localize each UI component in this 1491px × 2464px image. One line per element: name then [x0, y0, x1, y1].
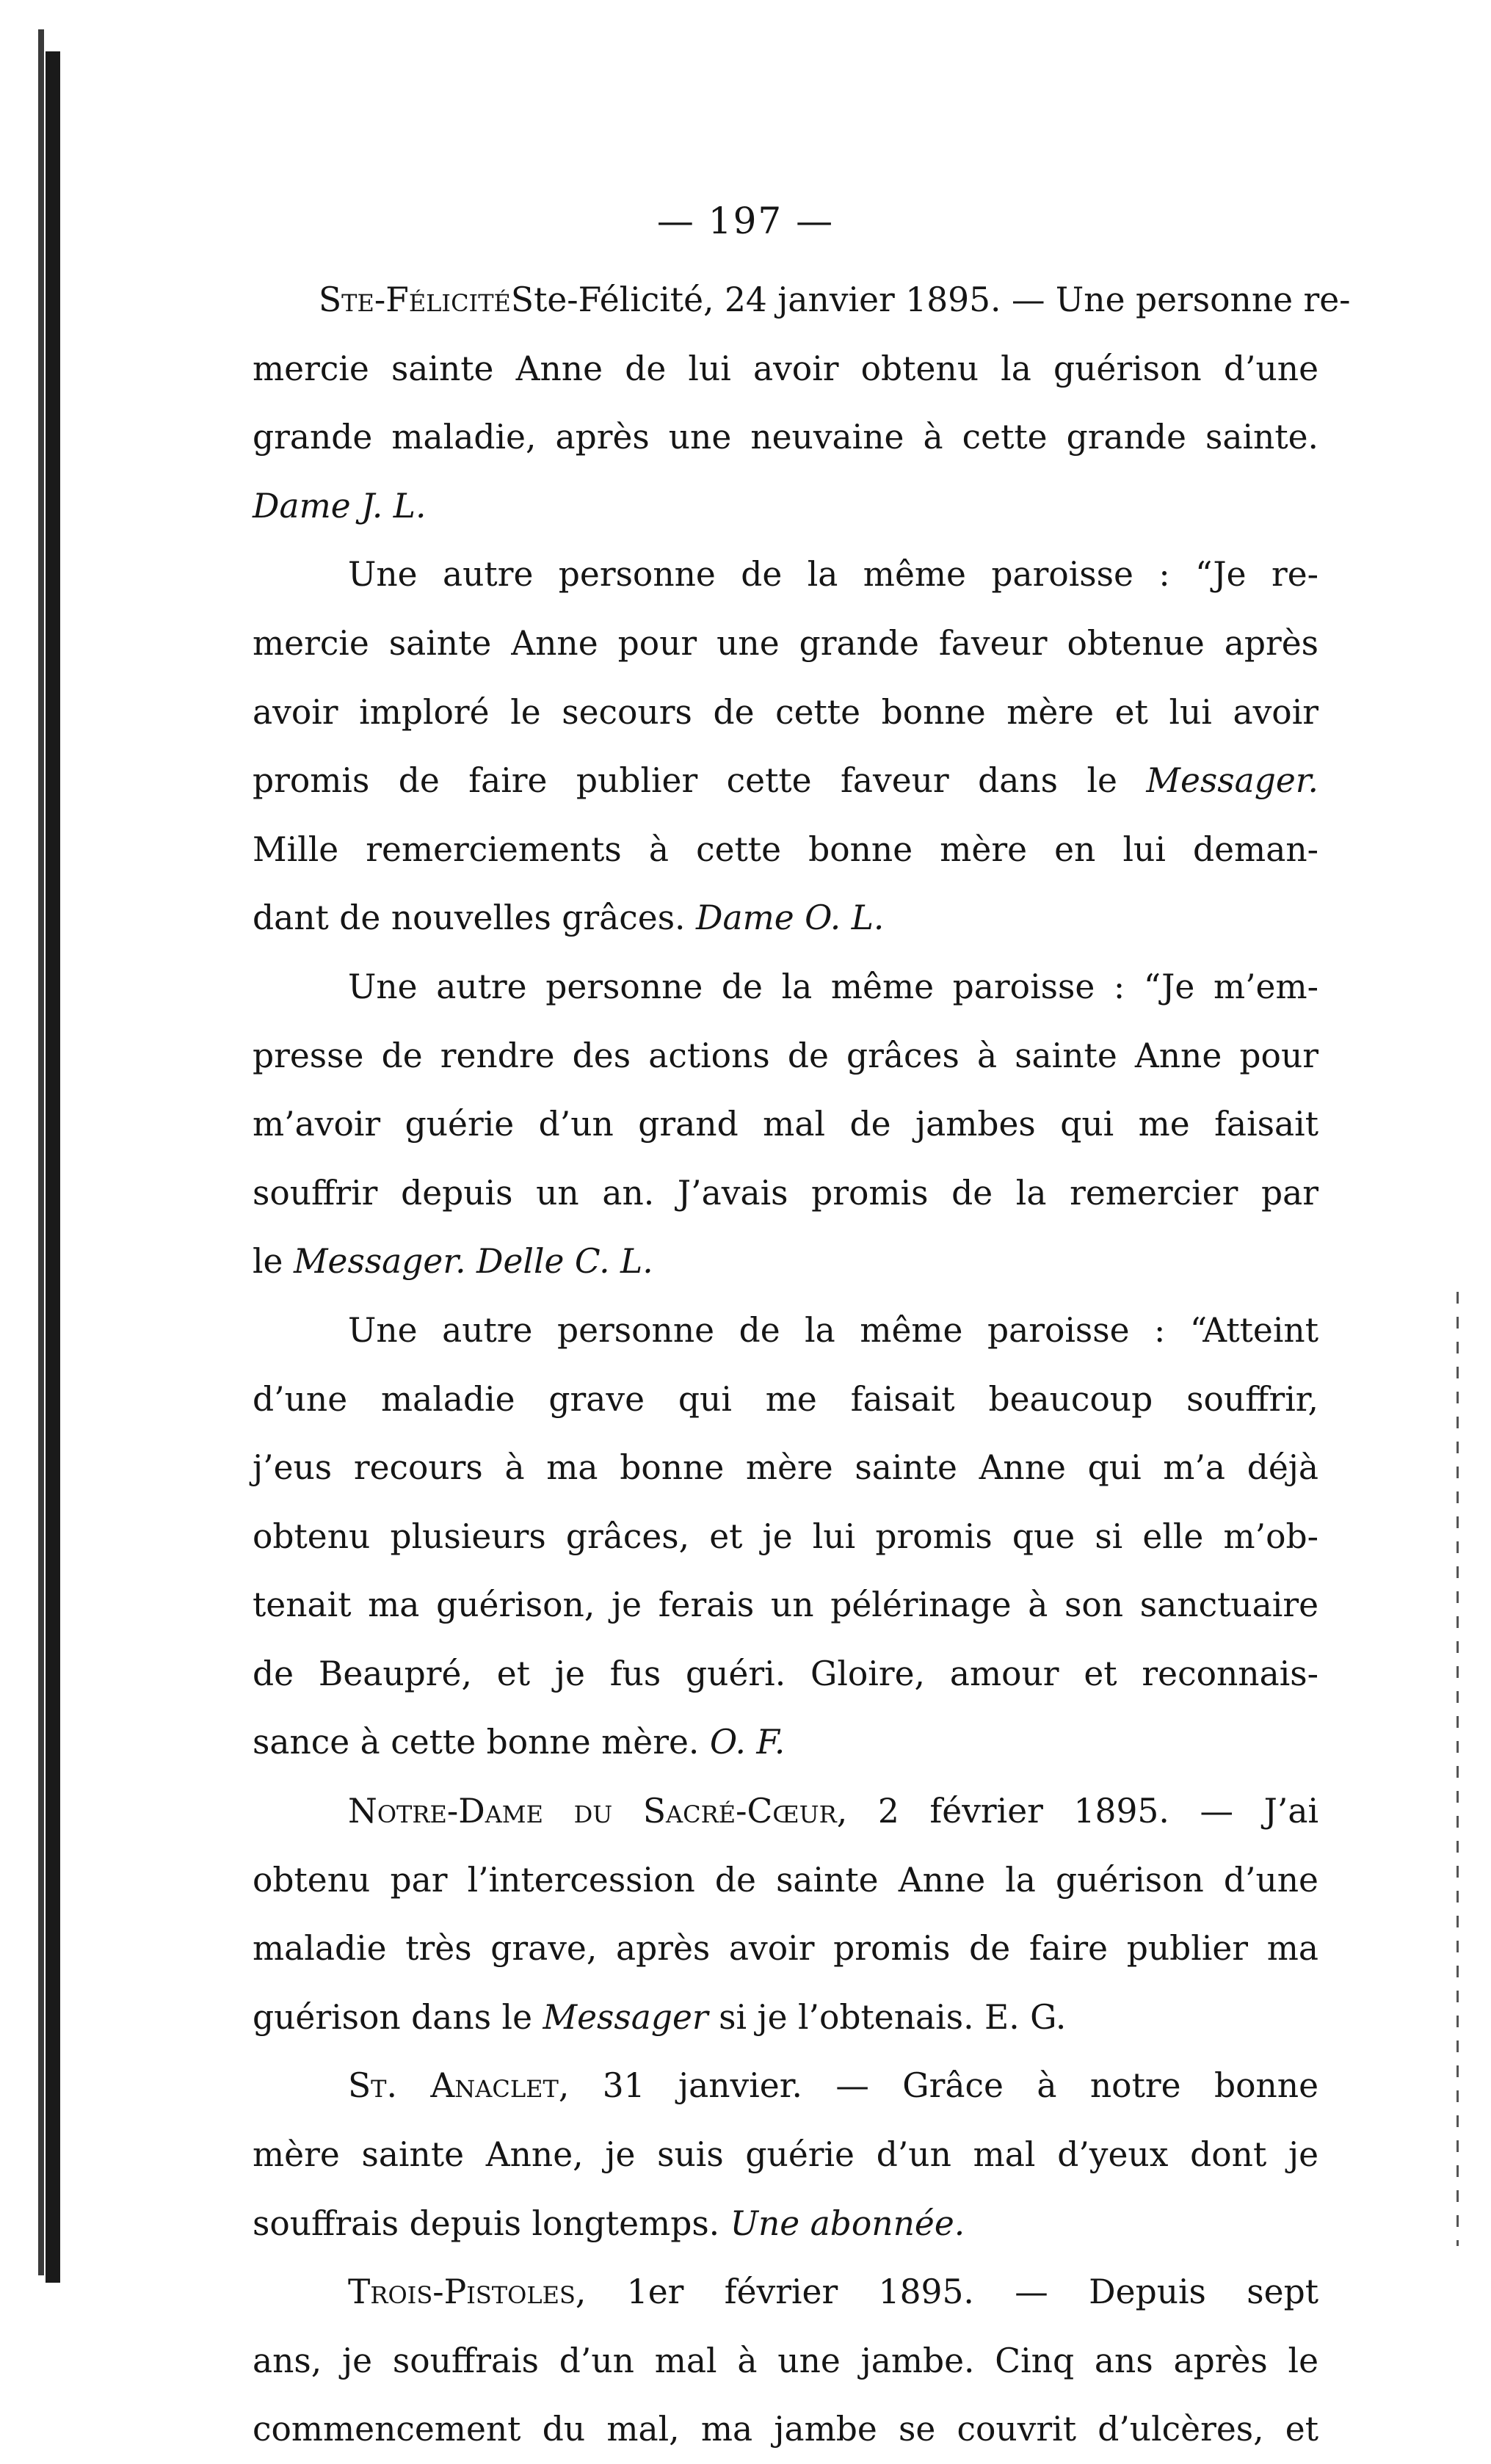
text-line — [253, 1708, 1318, 1777]
text-line — [253, 1365, 1318, 1434]
text-line — [253, 2051, 1318, 2120]
text-line — [253, 1914, 1318, 1983]
signature: O. F. — [709, 1723, 786, 1762]
text-run: presse de rendre des actions de grâces à sainte Anne pour — [253, 1036, 1318, 1075]
text-run: ans, je souffrais d’un mal à une jambe. Cinq ans après le — [253, 2341, 1318, 2380]
text-run: sance à cette bonne mère. — [253, 1723, 700, 1762]
text-line — [253, 1846, 1318, 1915]
text-run: mercie sainte Anne de lui avoir obtenu la guérison d’une — [253, 349, 1318, 388]
text-line — [253, 953, 1318, 1022]
text-run: obtenu par l’intercession de sainte Anne la guérison d’une — [253, 1860, 1318, 1900]
text-run: avoir imploré le secours de cette bonne mère et lui avoir — [253, 692, 1318, 732]
text-run: Une autre personne de la même paroisse : “Je re- — [348, 555, 1318, 595]
place-name: St. Anaclet — [348, 2066, 559, 2106]
text-line — [253, 815, 1318, 884]
text-run: maladie très grave, après avoir promis de faire publier ma — [253, 1929, 1318, 1969]
text-line — [253, 1296, 1318, 1365]
place-name: Trois-Pistoles — [348, 2272, 576, 2312]
text-line — [253, 2189, 1318, 2258]
text-line — [253, 1433, 1318, 1502]
text-line — [253, 2327, 1318, 2396]
scan-shadow — [38, 29, 44, 2275]
place-name: Notre-Dame du Sacré-Cœur — [348, 1792, 837, 1831]
text-run: dant de nouvelles grâces. — [253, 898, 686, 938]
signature: Messager. Delle C. L. — [293, 1242, 653, 1282]
binding-edge — [46, 51, 60, 2283]
text-run: Une autre personne de la même paroisse : “Je m’em- — [348, 967, 1318, 1006]
text-run: souffrir depuis un an. J’avais promis de la remercier par — [253, 1173, 1318, 1213]
text-line — [253, 1777, 1318, 1846]
text-line — [253, 2120, 1318, 2189]
text-line — [253, 884, 1318, 953]
text-run: mercie sainte Anne pour une grande faveur obtenue après — [253, 623, 1318, 663]
text-run: de Beaupré, et je fus guéri. Gloire, amour et reconnais- — [253, 1654, 1318, 1693]
text-line — [253, 1502, 1318, 1571]
text-line — [253, 266, 1351, 335]
text-run: grande maladie, après une neuvaine à cette grande sainte. — [253, 418, 1318, 457]
text-line — [253, 1571, 1318, 1640]
text-run: Mille remerciements à cette bonne mère en lui deman- — [253, 829, 1318, 869]
signature: Dame J. L. — [253, 486, 427, 526]
place-name: Ste-Félicité — [319, 280, 511, 319]
text-line — [253, 1640, 1318, 1709]
text-run: Ste-Félicité, 24 janvier 1895. — Une personne re- — [510, 280, 1351, 319]
text-line — [253, 746, 1318, 815]
text-line — [253, 678, 1318, 747]
text-run: mère sainte Anne, je suis guérie d’un mal d’yeux dont je — [253, 2135, 1318, 2175]
text-line — [253, 472, 1318, 541]
page-number: — 197 — — [656, 200, 835, 242]
text-line — [253, 335, 1318, 404]
text-run: , 1er février 1895. — Depuis sept — [575, 2272, 1318, 2312]
signature: Messager — [543, 1997, 708, 2037]
text-line — [253, 1090, 1318, 1159]
signature: Dame O. L. — [696, 898, 885, 938]
text-line — [253, 1159, 1318, 1228]
page-edge-marks — [1456, 1292, 1459, 2246]
signature: Messager. — [1146, 761, 1319, 801]
text-line — [253, 540, 1318, 609]
text-run: le — [253, 1242, 294, 1282]
text-line — [253, 609, 1318, 678]
text-line — [253, 2258, 1318, 2327]
text-line — [253, 1227, 1318, 1296]
text-run: guérison dans le — [253, 1997, 533, 2037]
text-run: si je l’obtenais. E. G. — [719, 1997, 1067, 2037]
text-run: commencement du mal, ma jambe se couvrit d’ulcères, et — [253, 2410, 1318, 2449]
text-line — [253, 1983, 1318, 2052]
text-run: promis de faire publier cette faveur dans le — [253, 761, 1117, 801]
text-line — [253, 1022, 1318, 1091]
text-run: j’eus recours à ma bonne mère sainte Anne qui m’a déjà — [253, 1448, 1318, 1488]
page-body — [253, 266, 1351, 2464]
text-run: obtenu plusieurs grâces, et je lui promis que si elle m’ob- — [253, 1516, 1318, 1556]
signature: Une abonnée. — [730, 2203, 965, 2243]
text-line — [253, 403, 1318, 472]
text-run: tenait ma guérison, je ferais un pélérinage à son sanctuaire — [253, 1585, 1318, 1625]
text-run: Une autre personne de la même paroisse : “Atteint — [348, 1310, 1318, 1350]
text-run: m’avoir guérie d’un grand mal de jambes qui me faisait — [253, 1105, 1318, 1144]
text-run: souffrais depuis longtemps. — [253, 2203, 720, 2243]
text-run: , 31 janvier. — Grâce à notre bonne — [558, 2066, 1318, 2106]
text-line — [253, 2395, 1318, 2464]
text-run: , 2 février 1895. — J’ai — [836, 1792, 1319, 1831]
text-run: d’une maladie grave qui me faisait beaucoup souffrir, — [253, 1379, 1318, 1419]
